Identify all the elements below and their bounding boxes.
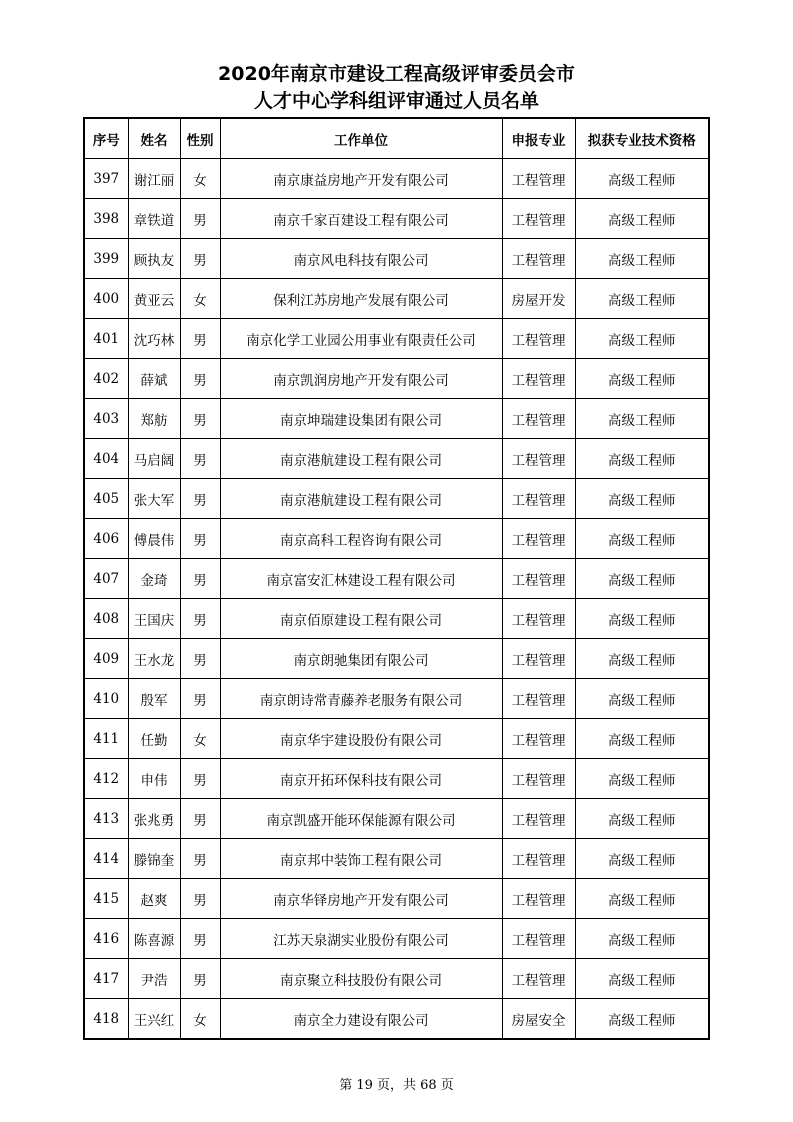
table-row <box>84 199 709 239</box>
cell-gender: 女 <box>180 279 220 319</box>
cell-gender: 男 <box>180 479 220 519</box>
cell-gender: 男 <box>180 799 220 839</box>
table-row <box>84 999 709 1040</box>
cell-employer: 南京朗驰集团有限公司 <box>220 639 502 679</box>
cell-declared-specialty: 工程管理 <box>502 439 575 479</box>
cell-employer: 南京华铎房地产开发有限公司 <box>220 879 502 919</box>
cell-name: 申伟 <box>128 759 180 799</box>
cell-name: 马启阔 <box>128 439 180 479</box>
cell-employer: 南京凯盛开能环保能源有限公司 <box>220 799 502 839</box>
cell-employer: 南京凯润房地产开发有限公司 <box>220 359 502 399</box>
cell-gender: 男 <box>180 759 220 799</box>
cell-qualification: 高级工程师 <box>575 479 709 519</box>
cell-serial-number: 409 <box>84 639 128 679</box>
cell-qualification: 高级工程师 <box>575 799 709 839</box>
cell-qualification: 高级工程师 <box>575 319 709 359</box>
cell-serial-number: 411 <box>84 719 128 759</box>
cell-declared-specialty: 工程管理 <box>502 639 575 679</box>
table-row <box>84 679 709 719</box>
cell-name: 黄亚云 <box>128 279 180 319</box>
cell-declared-specialty: 工程管理 <box>502 799 575 839</box>
cell-serial-number: 407 <box>84 559 128 599</box>
cell-serial-number: 417 <box>84 959 128 999</box>
cell-name: 殷军 <box>128 679 180 719</box>
cell-declared-specialty: 房屋安全 <box>502 999 575 1040</box>
cell-declared-specialty: 工程管理 <box>502 159 575 199</box>
cell-employer: 南京坤瑞建设集团有限公司 <box>220 399 502 439</box>
cell-employer: 南京富安汇林建设工程有限公司 <box>220 559 502 599</box>
cell-gender: 男 <box>180 319 220 359</box>
cell-gender: 男 <box>180 959 220 999</box>
table-row <box>84 279 709 319</box>
cell-serial-number: 402 <box>84 359 128 399</box>
cell-employer: 南京朗诗常青藤养老服务有限公司 <box>220 679 502 719</box>
cell-declared-specialty: 工程管理 <box>502 719 575 759</box>
cell-serial-number: 403 <box>84 399 128 439</box>
cell-qualification: 高级工程师 <box>575 879 709 919</box>
cell-qualification: 高级工程师 <box>575 199 709 239</box>
cell-declared-specialty: 工程管理 <box>502 919 575 959</box>
table-row <box>84 479 709 519</box>
cell-qualification: 高级工程师 <box>575 639 709 679</box>
cell-gender: 男 <box>180 519 220 559</box>
cell-name: 张兆勇 <box>128 799 180 839</box>
table-row <box>84 599 709 639</box>
cell-name: 金琦 <box>128 559 180 599</box>
cell-employer: 南京高科工程咨询有限公司 <box>220 519 502 559</box>
cell-declared-specialty: 工程管理 <box>502 559 575 599</box>
cell-declared-specialty: 工程管理 <box>502 359 575 399</box>
cell-serial-number: 401 <box>84 319 128 359</box>
cell-serial-number: 405 <box>84 479 128 519</box>
header-name: 姓名 <box>128 118 180 159</box>
cell-serial-number: 404 <box>84 439 128 479</box>
table-row <box>84 839 709 879</box>
cell-serial-number: 414 <box>84 839 128 879</box>
cell-serial-number: 398 <box>84 199 128 239</box>
cell-name: 郑舫 <box>128 399 180 439</box>
cell-declared-specialty: 工程管理 <box>502 879 575 919</box>
cell-qualification: 高级工程师 <box>575 679 709 719</box>
table-row <box>84 519 709 559</box>
cell-gender: 男 <box>180 839 220 879</box>
cell-gender: 男 <box>180 919 220 959</box>
cell-declared-specialty: 工程管理 <box>502 519 575 559</box>
table-row <box>84 399 709 439</box>
cell-name: 谢江丽 <box>128 159 180 199</box>
cell-gender: 男 <box>180 559 220 599</box>
cell-name: 任勤 <box>128 719 180 759</box>
cell-employer: 南京化学工业园公用事业有限责任公司 <box>220 319 502 359</box>
cell-employer: 南京华宇建设股份有限公司 <box>220 719 502 759</box>
table-row <box>84 879 709 919</box>
cell-employer: 南京开拓环保科技有限公司 <box>220 759 502 799</box>
cell-serial-number: 415 <box>84 879 128 919</box>
cell-gender: 男 <box>180 399 220 439</box>
cell-name: 沈巧林 <box>128 319 180 359</box>
cell-declared-specialty: 工程管理 <box>502 479 575 519</box>
cell-declared-specialty: 工程管理 <box>502 319 575 359</box>
cell-qualification: 高级工程师 <box>575 159 709 199</box>
cell-qualification: 高级工程师 <box>575 359 709 399</box>
cell-serial-number: 412 <box>84 759 128 799</box>
cell-declared-specialty: 工程管理 <box>502 839 575 879</box>
cell-name: 王兴红 <box>128 999 180 1040</box>
cell-name: 滕锦奎 <box>128 839 180 879</box>
table-body <box>84 159 709 1040</box>
table-row <box>84 159 709 199</box>
table-row <box>84 719 709 759</box>
cell-employer: 保利江苏房地产发展有限公司 <box>220 279 502 319</box>
cell-serial-number: 400 <box>84 279 128 319</box>
approved-personnel-table <box>83 117 710 1040</box>
cell-employer: 南京聚立科技股份有限公司 <box>220 959 502 999</box>
header-declared-specialty: 申报专业 <box>502 118 575 159</box>
cell-qualification: 高级工程师 <box>575 719 709 759</box>
cell-serial-number: 418 <box>84 999 128 1040</box>
cell-gender: 男 <box>180 639 220 679</box>
cell-employer: 南京港航建设工程有限公司 <box>220 479 502 519</box>
cell-qualification: 高级工程师 <box>575 239 709 279</box>
table-row <box>84 559 709 599</box>
document-title-line-2: 人才中心学科组评审通过人员名单 <box>253 90 539 112</box>
table-row <box>84 759 709 799</box>
cell-qualification: 高级工程师 <box>575 439 709 479</box>
cell-gender: 女 <box>180 159 220 199</box>
cell-serial-number: 410 <box>84 679 128 719</box>
cell-employer: 南京风电科技有限公司 <box>220 239 502 279</box>
cell-employer: 南京邦中装饰工程有限公司 <box>220 839 502 879</box>
cell-declared-specialty: 工程管理 <box>502 679 575 719</box>
cell-serial-number: 406 <box>84 519 128 559</box>
cell-name: 傅晨伟 <box>128 519 180 559</box>
table-header-row <box>84 118 709 159</box>
cell-gender: 男 <box>180 599 220 639</box>
cell-gender: 男 <box>180 239 220 279</box>
table-row <box>84 239 709 279</box>
cell-name: 王水龙 <box>128 639 180 679</box>
header-employer: 工作单位 <box>220 118 502 159</box>
cell-gender: 男 <box>180 679 220 719</box>
cell-qualification: 高级工程师 <box>575 959 709 999</box>
cell-gender: 女 <box>180 999 220 1040</box>
cell-name: 顾执友 <box>128 239 180 279</box>
cell-name: 陈喜源 <box>128 919 180 959</box>
cell-declared-specialty: 工程管理 <box>502 399 575 439</box>
cell-employer: 南京千家百建设工程有限公司 <box>220 199 502 239</box>
cell-qualification: 高级工程师 <box>575 999 709 1040</box>
cell-qualification: 高级工程师 <box>575 839 709 879</box>
cell-qualification: 高级工程师 <box>575 759 709 799</box>
document-title-line-1: 2020年南京市建设工程高级评审委员会市 <box>218 63 575 85</box>
cell-name: 张大军 <box>128 479 180 519</box>
cell-serial-number: 408 <box>84 599 128 639</box>
table-row <box>84 439 709 479</box>
cell-serial-number: 413 <box>84 799 128 839</box>
cell-declared-specialty: 工程管理 <box>502 239 575 279</box>
table-row <box>84 959 709 999</box>
cell-declared-specialty: 房屋开发 <box>502 279 575 319</box>
cell-employer: 南京康益房地产开发有限公司 <box>220 159 502 199</box>
cell-gender: 男 <box>180 879 220 919</box>
table-row <box>84 319 709 359</box>
table-row <box>84 919 709 959</box>
cell-qualification: 高级工程师 <box>575 599 709 639</box>
header-qualification: 拟获专业技术资格 <box>575 118 709 159</box>
cell-qualification: 高级工程师 <box>575 519 709 559</box>
cell-employer: 南京全力建设有限公司 <box>220 999 502 1040</box>
cell-declared-specialty: 工程管理 <box>502 959 575 999</box>
cell-name: 赵爽 <box>128 879 180 919</box>
table-row <box>84 799 709 839</box>
cell-employer: 江苏天泉湖实业股份有限公司 <box>220 919 502 959</box>
cell-name: 薛斌 <box>128 359 180 399</box>
cell-gender: 女 <box>180 719 220 759</box>
cell-declared-specialty: 工程管理 <box>502 599 575 639</box>
cell-serial-number: 397 <box>84 159 128 199</box>
cell-employer: 南京佰原建设工程有限公司 <box>220 599 502 639</box>
header-gender: 性别 <box>180 118 220 159</box>
cell-employer: 南京港航建设工程有限公司 <box>220 439 502 479</box>
cell-gender: 男 <box>180 359 220 399</box>
cell-declared-specialty: 工程管理 <box>502 199 575 239</box>
header-serial-number: 序号 <box>84 118 128 159</box>
cell-name: 尹浩 <box>128 959 180 999</box>
cell-gender: 男 <box>180 199 220 239</box>
cell-declared-specialty: 工程管理 <box>502 759 575 799</box>
cell-serial-number: 399 <box>84 239 128 279</box>
cell-serial-number: 416 <box>84 919 128 959</box>
table-row <box>84 359 709 399</box>
cell-name: 王国庆 <box>128 599 180 639</box>
page-number-footer: 第 19 页，共 68 页 <box>339 1078 454 1093</box>
cell-qualification: 高级工程师 <box>575 559 709 599</box>
cell-gender: 男 <box>180 439 220 479</box>
cell-qualification: 高级工程师 <box>575 919 709 959</box>
table-row <box>84 639 709 679</box>
cell-name: 章铁道 <box>128 199 180 239</box>
cell-qualification: 高级工程师 <box>575 279 709 319</box>
cell-qualification: 高级工程师 <box>575 399 709 439</box>
